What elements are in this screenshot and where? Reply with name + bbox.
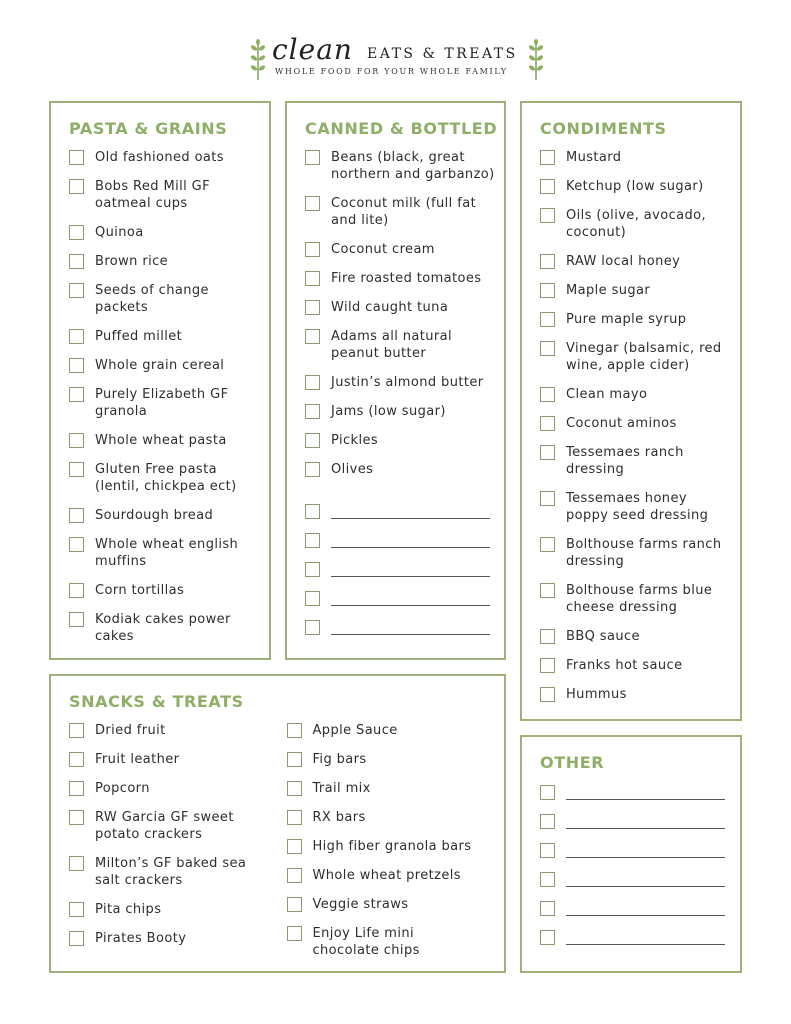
checkbox[interactable] — [69, 723, 84, 738]
checkbox[interactable] — [305, 196, 320, 211]
checkbox[interactable] — [540, 843, 555, 858]
checkbox[interactable] — [540, 254, 555, 269]
checkbox[interactable] — [287, 926, 302, 941]
checklist-item[interactable] — [69, 253, 269, 270]
item-label: Whole wheat pasta — [95, 433, 227, 448]
blank-item[interactable] — [540, 841, 740, 858]
checkbox[interactable] — [540, 785, 555, 800]
checkbox[interactable] — [69, 902, 84, 917]
section-title: CANNED & BOTTLED — [305, 119, 498, 138]
write-in-line[interactable] — [566, 815, 725, 829]
blank-item[interactable] — [305, 589, 504, 606]
item-label: BBQ sauce — [566, 629, 640, 644]
checklist-item[interactable] — [287, 780, 505, 797]
item-label: Fruit leather — [95, 752, 180, 767]
checklist-item[interactable] — [69, 149, 269, 166]
item-label: Popcorn — [95, 781, 150, 796]
checklist-item[interactable] — [305, 270, 504, 287]
checklist-item[interactable] — [69, 357, 269, 374]
checklist-item[interactable] — [69, 178, 269, 212]
checklist-item[interactable] — [287, 867, 505, 884]
checklist-item[interactable] — [287, 896, 505, 913]
checkbox[interactable] — [540, 629, 555, 644]
checklist-item[interactable] — [287, 751, 505, 768]
item-label: Maple sugar — [566, 283, 651, 298]
write-in-line[interactable] — [331, 592, 490, 606]
item-label: Whole wheat english muffins — [95, 537, 239, 569]
checklist-item[interactable] — [305, 149, 504, 183]
checkbox[interactable] — [305, 591, 320, 606]
checkbox[interactable] — [540, 930, 555, 945]
checklist-item[interactable] — [69, 461, 269, 495]
item-label: Pita chips — [95, 902, 162, 917]
checkbox[interactable] — [540, 491, 555, 506]
checklist-item[interactable] — [305, 241, 504, 258]
leaf-sprig-icon — [528, 38, 544, 82]
item-label: Pure maple syrup — [566, 312, 687, 327]
checkbox[interactable] — [69, 225, 84, 240]
checkbox[interactable] — [287, 752, 302, 767]
item-label: Clean mayo — [566, 387, 648, 402]
item-label: Adams all natural peanut butter — [331, 329, 453, 361]
item-label: Milton’s GF baked sea salt crackers — [95, 856, 247, 888]
item-label: Tessemaes honey poppy seed dressing — [566, 491, 709, 523]
section-title: PASTA & GRAINS — [69, 119, 228, 138]
checkbox[interactable] — [540, 208, 555, 223]
checkbox[interactable] — [540, 416, 555, 431]
checklist-item[interactable] — [540, 582, 740, 616]
item-label: Kodiak cakes power cakes — [95, 612, 231, 644]
checkbox[interactable] — [305, 433, 320, 448]
checkbox[interactable] — [540, 341, 555, 356]
write-in-line[interactable] — [566, 902, 725, 916]
checkbox[interactable] — [69, 179, 84, 194]
item-label: Purely Elizabeth GF granola — [95, 387, 229, 419]
checklist-item[interactable] — [540, 386, 740, 403]
checkbox[interactable] — [540, 583, 555, 598]
write-in-line[interactable] — [566, 844, 725, 858]
checkbox[interactable] — [69, 612, 84, 627]
blank-item[interactable] — [540, 899, 740, 916]
checkbox[interactable] — [540, 537, 555, 552]
item-label: Hummus — [566, 687, 627, 702]
section-canned-bottled — [285, 101, 506, 660]
section-title: OTHER — [540, 753, 605, 772]
blank-item[interactable] — [305, 560, 504, 577]
checklist-item[interactable] — [69, 386, 269, 420]
checklist-item[interactable] — [287, 722, 505, 739]
checkbox[interactable] — [69, 462, 84, 477]
checklist-item[interactable] — [287, 925, 505, 959]
write-in-line[interactable] — [331, 534, 490, 548]
checklist-item[interactable] — [540, 207, 740, 241]
checkbox[interactable] — [287, 868, 302, 883]
checklist-item[interactable] — [540, 282, 740, 299]
checklist-item[interactable] — [540, 657, 740, 674]
item-label: High fiber granola bars — [312, 839, 472, 854]
checklist-item[interactable] — [540, 311, 740, 328]
checkbox[interactable] — [305, 375, 320, 390]
checklist-item[interactable] — [69, 536, 269, 570]
checkbox[interactable] — [69, 358, 84, 373]
item-label: Puffed millet — [95, 329, 183, 344]
checklist-item[interactable] — [69, 224, 269, 241]
item-label: Old fashioned oats — [95, 150, 224, 165]
checkbox[interactable] — [69, 283, 84, 298]
checklist-item[interactable] — [305, 328, 504, 362]
item-label: Bobs Red Mill GF oatmeal cups — [95, 179, 210, 211]
checkbox[interactable] — [305, 620, 320, 635]
checklist-item[interactable] — [540, 628, 740, 645]
checkbox[interactable] — [287, 723, 302, 738]
checkbox[interactable] — [305, 404, 320, 419]
item-label: Bolthouse farms ranch dressing — [566, 537, 722, 569]
checklist-item[interactable] — [540, 253, 740, 270]
checkbox[interactable] — [540, 283, 555, 298]
item-label: Vinegar (balsamic, red wine, apple cider) — [566, 341, 722, 373]
checklist-item[interactable] — [69, 722, 287, 739]
write-in-line[interactable] — [331, 621, 490, 635]
checkbox[interactable] — [69, 752, 84, 767]
item-label: Justin’s almond butter — [331, 375, 484, 390]
item-label: RAW local honey — [566, 254, 681, 269]
write-in-line[interactable] — [566, 931, 725, 945]
checklist-item[interactable] — [540, 444, 740, 478]
write-in-line[interactable] — [566, 786, 725, 800]
logo-script: clean — [272, 33, 353, 66]
checkbox[interactable] — [305, 533, 320, 548]
item-label: Seeds of change packets — [95, 283, 209, 315]
checkbox[interactable] — [69, 856, 84, 871]
checklist-item[interactable] — [305, 461, 504, 478]
checklist-item[interactable] — [540, 178, 740, 195]
item-label: Enjoy Life mini chocolate chips — [312, 926, 420, 958]
item-label: Sourdough bread — [95, 508, 214, 523]
item-label: Coconut milk (full fat and lite) — [331, 196, 477, 228]
checklist-item[interactable] — [69, 780, 287, 797]
checkbox[interactable] — [305, 150, 320, 165]
checkbox[interactable] — [69, 254, 84, 269]
item-label: Tessemaes ranch dressing — [566, 445, 684, 477]
blank-item[interactable] — [305, 531, 504, 548]
logo-title: EATS & TREATS — [367, 46, 518, 62]
item-label: Pickles — [331, 433, 379, 448]
leaf-sprig-icon — [250, 38, 266, 82]
checkbox[interactable] — [69, 810, 84, 825]
checkbox[interactable] — [69, 583, 84, 598]
checkbox[interactable] — [305, 242, 320, 257]
checklist-item[interactable] — [540, 340, 740, 374]
checklist-item[interactable] — [69, 582, 269, 599]
checkbox[interactable] — [69, 433, 84, 448]
item-label: Coconut aminos — [566, 416, 677, 431]
checkbox[interactable] — [69, 508, 84, 523]
blank-item[interactable] — [540, 928, 740, 945]
checkbox[interactable] — [305, 562, 320, 577]
checklist-item[interactable] — [305, 299, 504, 316]
checkbox[interactable] — [69, 537, 84, 552]
item-label: Apple Sauce — [312, 723, 398, 738]
item-label: Pirates Booty — [95, 931, 187, 946]
item-label: Fig bars — [312, 752, 367, 767]
checklist-item[interactable] — [540, 490, 740, 524]
item-label: Veggie straws — [312, 897, 409, 912]
checklist-item[interactable] — [540, 149, 740, 166]
checklist-item[interactable] — [69, 751, 287, 768]
checklist-item[interactable] — [305, 432, 504, 449]
checklist-item[interactable] — [69, 901, 287, 918]
item-label: Coconut cream — [331, 242, 435, 257]
checkbox[interactable] — [287, 781, 302, 796]
checklist-item[interactable] — [540, 686, 740, 703]
section-condiments — [520, 101, 742, 721]
item-label: Bolthouse farms blue cheese dressing — [566, 583, 713, 615]
item-label: Mustard — [566, 150, 622, 165]
checklist-item[interactable] — [69, 809, 287, 843]
checkbox[interactable] — [305, 300, 320, 315]
checklist-item[interactable] — [69, 328, 269, 345]
checklist-item[interactable] — [69, 611, 269, 645]
checkbox[interactable] — [540, 312, 555, 327]
blank-item[interactable] — [305, 618, 504, 635]
checkbox[interactable] — [540, 814, 555, 829]
item-label: Trail mix — [312, 781, 371, 796]
checkbox[interactable] — [540, 179, 555, 194]
section-title: SNACKS & TREATS — [69, 692, 244, 711]
checklist-item[interactable] — [69, 930, 287, 947]
checklist-item[interactable] — [540, 536, 740, 570]
checklist-item[interactable] — [69, 432, 269, 449]
item-label: Brown rice — [95, 254, 169, 269]
write-in-line[interactable] — [331, 563, 490, 577]
checkbox[interactable] — [287, 810, 302, 825]
item-label: Quinoa — [95, 225, 144, 240]
checklist-item[interactable] — [287, 838, 505, 855]
checkbox[interactable] — [540, 658, 555, 673]
item-label: Fire roasted tomatoes — [331, 271, 482, 286]
section-other — [520, 735, 742, 973]
write-in-line[interactable] — [566, 873, 725, 887]
checkbox[interactable] — [287, 839, 302, 854]
checkbox[interactable] — [69, 387, 84, 402]
checkbox[interactable] — [305, 462, 320, 477]
blank-item[interactable] — [540, 870, 740, 887]
checkbox[interactable] — [540, 445, 555, 460]
checkbox[interactable] — [305, 504, 320, 519]
checklist-item[interactable] — [69, 507, 269, 524]
logo-tagline: WHOLE FOOD FOR YOUR WHOLE FAMILY — [275, 67, 508, 76]
item-label: RW Garcia GF sweet potato crackers — [95, 810, 234, 842]
checkbox[interactable] — [305, 329, 320, 344]
item-label: Dried fruit — [95, 723, 166, 738]
blank-item[interactable] — [305, 502, 504, 519]
checklist-item[interactable] — [305, 195, 504, 229]
item-label: Corn tortillas — [95, 583, 185, 598]
item-label: Ketchup (low sugar) — [566, 179, 704, 194]
checklist-item[interactable] — [305, 403, 504, 420]
item-label: Jams (low sugar) — [331, 404, 446, 419]
checkbox[interactable] — [69, 931, 84, 946]
section-title: CONDIMENTS — [540, 119, 667, 138]
checklist-item[interactable] — [305, 374, 504, 391]
item-label: Franks hot sauce — [566, 658, 683, 673]
checklist-item[interactable] — [69, 282, 269, 316]
checkbox[interactable] — [540, 150, 555, 165]
item-label: Olives — [331, 462, 374, 477]
item-label: Whole wheat pretzels — [312, 868, 461, 883]
blank-item[interactable] — [540, 783, 740, 800]
checkbox[interactable] — [69, 150, 84, 165]
item-label: Wild caught tuna — [331, 300, 449, 315]
checkbox[interactable] — [287, 897, 302, 912]
checklist-item[interactable] — [287, 809, 505, 826]
item-label: Whole grain cereal — [95, 358, 225, 373]
item-label: Beans (black, great northern and garbanzo) — [331, 150, 495, 182]
checkbox[interactable] — [540, 901, 555, 916]
write-in-line[interactable] — [331, 505, 490, 519]
checkbox[interactable] — [305, 271, 320, 286]
item-label: RX bars — [312, 810, 366, 825]
section-snacks-treats — [49, 674, 506, 973]
checkbox[interactable] — [540, 387, 555, 402]
item-label: Gluten Free pasta (lentil, chickpea ect) — [95, 462, 237, 494]
blank-item[interactable] — [540, 812, 740, 829]
section-pasta-grains — [49, 101, 271, 660]
checklist-item[interactable] — [540, 415, 740, 432]
checkbox[interactable] — [540, 872, 555, 887]
checkbox[interactable] — [69, 781, 84, 796]
item-label: Oils (olive, avocado, coconut) — [566, 208, 707, 240]
checkbox[interactable] — [540, 687, 555, 702]
checklist-item[interactable] — [69, 855, 287, 889]
checkbox[interactable] — [69, 329, 84, 344]
